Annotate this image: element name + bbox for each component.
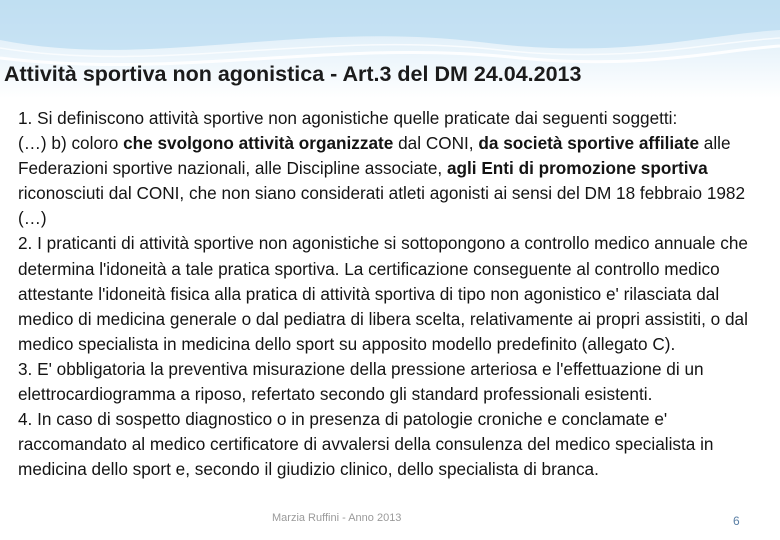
body-paragraph [18, 106, 770, 131]
emphasized-text: agli Enti di promozione sportiva [446, 158, 708, 179]
emphasized-text: che svolgono attività organizzate [123, 133, 394, 154]
slide-footer: Marzia Ruffini - Anno 2013 [272, 512, 402, 524]
body-paragraph [18, 231, 770, 356]
page-number: 6 [733, 514, 740, 528]
text-segment: 1. Si definiscono attività sportive non agonistiche quelle praticate dai seguenti soggetti: [18, 108, 678, 128]
body-paragraph [18, 131, 770, 231]
text-segment: (…) b) coloro [18, 133, 124, 154]
text-segment: 4. In caso di sospetto diagnostico o in presenza di patologie croniche e conclamate e' raccomandato al medico certificatore di avvalersi della consulenza del medico specialista in medicina dello sport e, secondo il giudizio clinico, dello specialista di branca. [18, 409, 714, 480]
text-segment: 2. I praticanti di attività sportive non agonistiche si sottopongono a controllo medico annuale che determina l'idoneità a tale pratica sportiva. La certificazione conseguente al controllo medico attestante l'idoneità fisica alla pratica di attività sportiva di tipo non agonistico e' rilasciata dal medico di medicina generale o dal pediatra di libera scelta, relativamente ai propri assistiti, o dal medico specialista in medicina dello sport su apposito modello predefinito (allegato C). [18, 233, 748, 354]
emphasized-text: da società sportive affiliate [478, 133, 700, 154]
text-segment: dal CONI, [393, 133, 479, 154]
text-segment: alle Federazioni sportive nazionali, alle Discipline associate, [18, 133, 731, 179]
body-paragraph [18, 357, 770, 407]
slide-title: Attività sportiva non agonistica - Art.3 del DM 24.04.2013 [4, 62, 582, 86]
slide-body [18, 106, 770, 482]
body-paragraph [18, 407, 770, 482]
text-segment: 3. E' obbligatoria la preventiva misurazione della pressione arteriosa e l'effettuazione di un elettrocardiogramma a riposo, refertato secondo gli standard professionali esistenti. [18, 358, 704, 405]
text-segment: riconosciuti dal CONI, che non siano considerati atleti agonisti ai sensi del DM 18 febbraio 1982 (…) [18, 183, 746, 229]
